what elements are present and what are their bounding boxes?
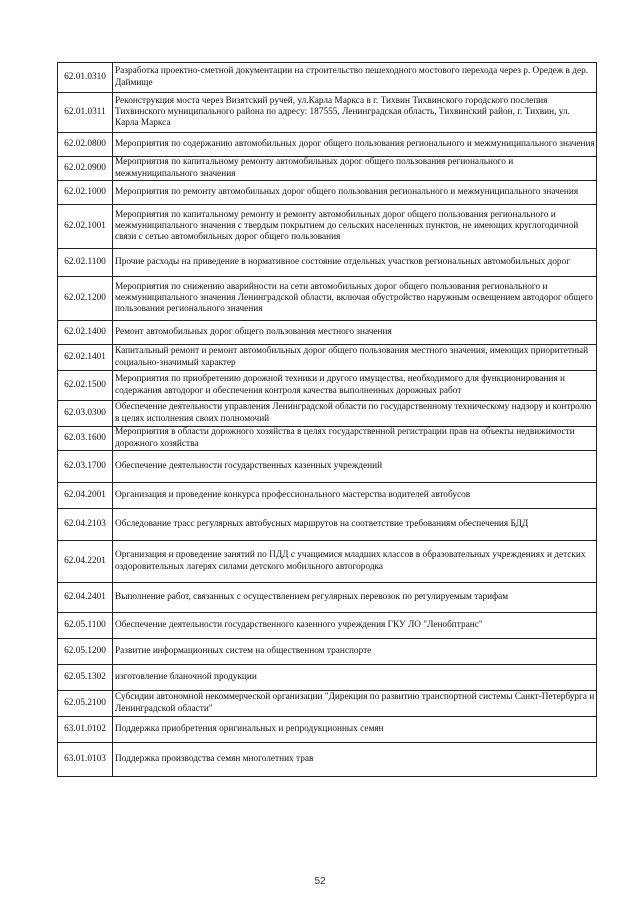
table-row: [58, 345, 597, 371]
row-code-cell: 62.02.1200: [58, 277, 113, 321]
row-code-cell: 62.03.1600: [58, 427, 113, 451]
table-row: [58, 371, 597, 401]
table-row: [58, 249, 597, 277]
row-description-cell: Разработка проектно-сметной документации на строительство пешеходного мостового перехода через р. Оредеж в дер. Даймище: [113, 63, 597, 93]
row-description-cell: Мероприятия по снижению аварийности на сети автомобильных дорог общего пользования регионального и межмуниципального значения Ленинградской области, включая обустройство наружным освещением автодорог общего пользования регионального значения: [113, 277, 597, 321]
row-code-cell: 62.01.0311: [58, 93, 113, 133]
row-description-cell: Обеспечение деятельности государственного казенного учреждения ГКУ ЛО "Ленобптранс": [113, 613, 597, 639]
table-row: [58, 321, 597, 345]
row-description-cell: Выполнение работ, связанных с осуществлением регулярных перевозок по регулируемым тарифам: [113, 583, 597, 613]
table-row: [58, 133, 597, 157]
row-description-cell: Прочие расходы на приведение в нормативное состояние отдельных участков региональных автомобильных дорог: [113, 249, 597, 277]
row-description-cell: Поддержка приобретения оригинальных и репродукционных семян: [113, 717, 597, 743]
table-row: [58, 691, 597, 717]
table-row: [58, 509, 597, 541]
row-description-cell: Реконструкция моста через Визятский ручей, ул.Карла Маркса в г. Тихвин Тихвинского городского послепия Тихвинского муниципального района по адресу: 187555, Ленинградская область, Тихвинский район, г. Тихвин, ул. Карла Маркса: [113, 93, 597, 133]
row-code-cell: 62.02.1401: [58, 345, 113, 371]
row-code-cell: 62.02.0900: [58, 157, 113, 181]
row-code-cell: 63.01.0103: [58, 743, 113, 777]
row-description-cell: Организация и проведение занятий по ПДД с учащимися младших классов в образовательных учреждениях и детских оздоровительных лагерях силами детского мобильного автогородка: [113, 541, 597, 583]
row-description-cell: Мероприятия по ремонту автомобильных дорог общего пользования регионального и межмуниципального значения: [113, 181, 597, 205]
table-row: [58, 483, 597, 509]
row-code-cell: 62.04.2401: [58, 583, 113, 613]
row-description-cell: Субсидии автономной некоммерческой организации "Дирекция по развитию транспортной системы Санкт-Петербурга и Ленинградской области": [113, 691, 597, 717]
row-code-cell: 62.03.0300: [58, 401, 113, 427]
table-row: [58, 93, 597, 133]
row-code-cell: 63.01.0102: [58, 717, 113, 743]
table-row: [58, 277, 597, 321]
row-description-cell: Обеспечение деятельности управления Ленинградской области по государственному техническому надзору и контролю в целях исполнения своих полномочий: [113, 401, 597, 427]
table-row: [58, 427, 597, 451]
row-description-cell: Капитальный ремонт и ремонт автомобильных дорог общего пользования местного значения, имеющих приоритетный социально-значимый характер: [113, 345, 597, 371]
row-code-cell: 62.02.1100: [58, 249, 113, 277]
table-row: [58, 743, 597, 777]
row-code-cell: 62.05.2100: [58, 691, 113, 717]
row-code-cell: 62.05.1100: [58, 613, 113, 639]
table-row: [58, 639, 597, 665]
row-code-cell: 62.02.1001: [58, 205, 113, 249]
row-code-cell: 62.03.1700: [58, 451, 113, 483]
row-code-cell: 62.01.0310: [58, 63, 113, 93]
row-description-cell: Мероприятия по приобретению дорожной техники и другого имущества, необходимого для функционирования и содержания автодорог и обеспечения контроля качества выполненных дорожных работ: [113, 371, 597, 401]
row-code-cell: 62.02.1000: [58, 181, 113, 205]
row-description-cell: Организация и проведение конкурса профессионального мастерства водителей автобусов: [113, 483, 597, 509]
row-code-cell: 62.04.2201: [58, 541, 113, 583]
table-row: [58, 541, 597, 583]
table-row: [58, 157, 597, 181]
row-code-cell: 62.02.0800: [58, 133, 113, 157]
row-code-cell: 62.04.2001: [58, 483, 113, 509]
row-description-cell: Мероприятия по содержанию автомобильных дорог общего пользования регионального и межмуниципального значения: [113, 133, 597, 157]
row-code-cell: 62.02.1400: [58, 321, 113, 345]
row-description-cell: Обследование трасс регулярных автобусных маршрутов на соответствие требованиям обеспечения БДД: [113, 509, 597, 541]
table-row: [58, 63, 597, 93]
row-description-cell: Ремонт автомобильных дорог общего пользования местного значения: [113, 321, 597, 345]
row-description-cell: Развитие информационных систем на общественном транспорте: [113, 639, 597, 665]
table-row: [58, 665, 597, 691]
table-row: [58, 181, 597, 205]
page-number: 52: [314, 876, 326, 887]
table-row: [58, 205, 597, 249]
table-row: [58, 583, 597, 613]
row-description-cell: изготовление бланочной продукции: [113, 665, 597, 691]
table-row: [58, 401, 597, 427]
table-body: [58, 63, 597, 777]
row-description-cell: Мероприятия в области дорожного хозяйства в целях государственной регистрации прав на объекты недвижимости дорожного хозяйства: [113, 427, 597, 451]
row-code-cell: 62.05.1200: [58, 639, 113, 665]
row-code-cell: 62.02.1500: [58, 371, 113, 401]
row-code-cell: 62.05.1302: [58, 665, 113, 691]
row-description-cell: Мероприятия по капитальному ремонту и ремонту автомобильных дорог общего пользования регионального и межмуниципального значения с твердым покрытием до сельских населенных пунктов, не имеющих круглогодичной связи с сетью автомобильных дорог общего пользования: [113, 205, 597, 249]
row-description-cell: Поддержка производства семян многолетних трав: [113, 743, 597, 777]
table-row: [58, 717, 597, 743]
row-description-cell: Мероприятия по капитальному ремонту автомобильных дорог общего пользования регионального и межмуниципального значения: [113, 157, 597, 181]
table-row: [58, 613, 597, 639]
table-row: [58, 451, 597, 483]
classification-table: [57, 62, 597, 777]
row-code-cell: 62.04.2103: [58, 509, 113, 541]
row-description-cell: Обеспечение деятельности государственных казенных учреждений: [113, 451, 597, 483]
